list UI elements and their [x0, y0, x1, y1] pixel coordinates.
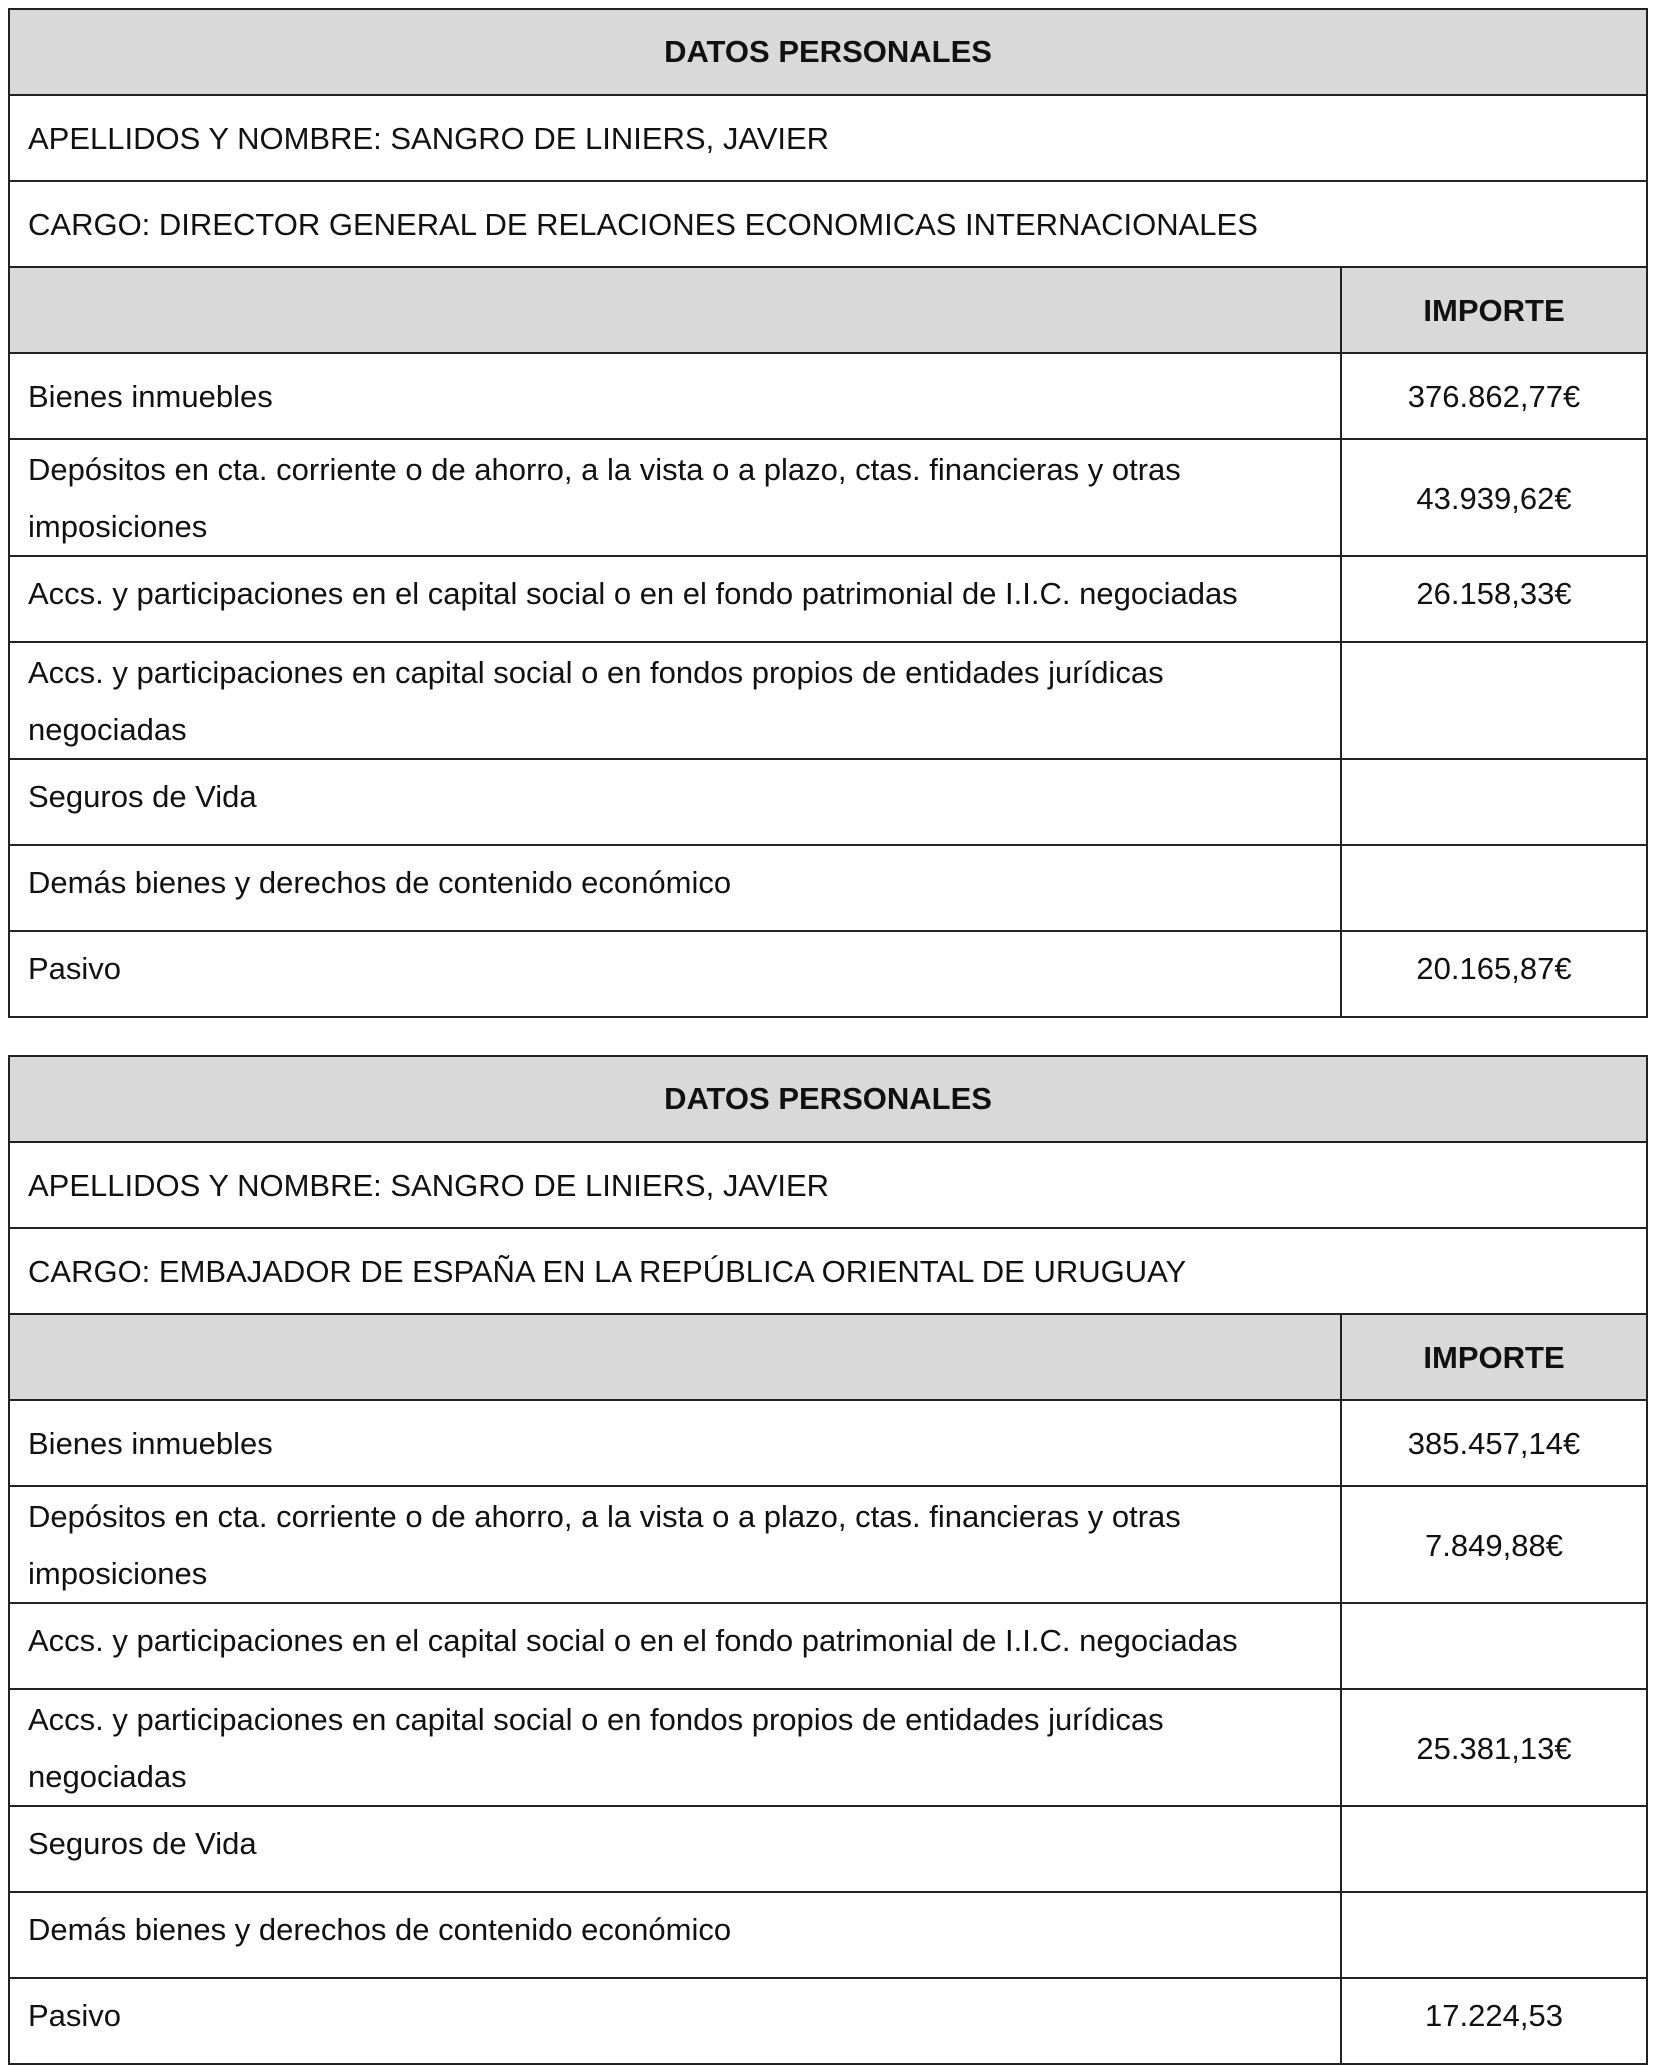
amount-cell — [1341, 642, 1647, 759]
table-row — [9, 1978, 1647, 2064]
concept-cell: Demás bienes y derechos de contenido económico — [9, 845, 1341, 931]
concept-cell: Seguros de Vida — [9, 1806, 1341, 1892]
amount-cell: 25.381,13€ — [1341, 1689, 1647, 1806]
amount-header-row — [9, 267, 1647, 353]
amount-cell: 43.939,62€ — [1341, 439, 1647, 556]
concept-cell: Accs. y participaciones en capital social o en fondos propios de entidades jurídicas negociadas — [9, 642, 1341, 759]
concept-cell: Seguros de Vida — [9, 759, 1341, 845]
concept-cell: Pasivo — [9, 931, 1341, 1017]
concept-cell: Demás bienes y derechos de contenido económico — [9, 1892, 1341, 1978]
table-row — [9, 1806, 1647, 1892]
table-row — [9, 1689, 1647, 1806]
table-row — [9, 759, 1647, 845]
table-row — [9, 642, 1647, 759]
position-title: CARGO: DIRECTOR GENERAL DE RELACIONES ECONOMICAS INTERNACIONALES — [9, 181, 1647, 267]
declaration-table-2 — [8, 1055, 1648, 2065]
amount-cell — [1341, 1892, 1647, 1978]
concept-cell: Depósitos en cta. corriente o de ahorro, a la vista o a plazo, ctas. financieras y otras imposiciones — [9, 1486, 1341, 1603]
table-row — [9, 931, 1647, 1017]
section-title: DATOS PERSONALES — [9, 9, 1647, 95]
table-row — [9, 1603, 1647, 1689]
full-name: APELLIDOS Y NOMBRE: SANGRO DE LINIERS, JAVIER — [9, 1142, 1647, 1228]
table-row — [9, 1486, 1647, 1603]
amount-cell — [1341, 845, 1647, 931]
amount-cell: 376.862,77€ — [1341, 353, 1647, 439]
concept-cell: Pasivo — [9, 1978, 1341, 2064]
amount-cell: 26.158,33€ — [1341, 556, 1647, 642]
amount-cell — [1341, 759, 1647, 845]
name-row — [9, 1142, 1647, 1228]
amount-cell: 7.849,88€ — [1341, 1486, 1647, 1603]
declaration-table-1 — [8, 8, 1648, 1018]
concept-cell: Accs. y participaciones en capital social o en fondos propios de entidades jurídicas negociadas — [9, 1689, 1341, 1806]
concept-header-blank — [9, 267, 1341, 353]
amount-cell: 17.224,53 — [1341, 1978, 1647, 2064]
full-name: APELLIDOS Y NOMBRE: SANGRO DE LINIERS, JAVIER — [9, 95, 1647, 181]
concept-cell: Depósitos en cta. corriente o de ahorro, a la vista o a plazo, ctas. financieras y otras imposiciones — [9, 439, 1341, 556]
table-row — [9, 845, 1647, 931]
concept-header-blank — [9, 1314, 1341, 1400]
amount-cell: 20.165,87€ — [1341, 931, 1647, 1017]
table-row — [9, 1400, 1647, 1486]
concept-cell: Bienes inmuebles — [9, 1400, 1341, 1486]
concept-cell: Accs. y participaciones en el capital social o en el fondo patrimonial de I.I.C. negociadas — [9, 1603, 1341, 1689]
table-header-row — [9, 9, 1647, 95]
concept-cell: Accs. y participaciones en el capital social o en el fondo patrimonial de I.I.C. negociadas — [9, 556, 1341, 642]
table-row — [9, 1892, 1647, 1978]
table-row — [9, 353, 1647, 439]
table-header-row — [9, 1056, 1647, 1142]
position-title: CARGO: EMBAJADOR DE ESPAÑA EN LA REPÚBLICA ORIENTAL DE URUGUAY — [9, 1228, 1647, 1314]
table-row — [9, 439, 1647, 556]
amount-column-header: IMPORTE — [1341, 1314, 1647, 1400]
concept-cell: Bienes inmuebles — [9, 353, 1341, 439]
table-row — [9, 556, 1647, 642]
amount-header-row — [9, 1314, 1647, 1400]
cargo-row — [9, 1228, 1647, 1314]
amount-cell — [1341, 1806, 1647, 1892]
amount-column-header: IMPORTE — [1341, 267, 1647, 353]
cargo-row — [9, 181, 1647, 267]
name-row — [9, 95, 1647, 181]
section-title: DATOS PERSONALES — [9, 1056, 1647, 1142]
amount-cell: 385.457,14€ — [1341, 1400, 1647, 1486]
amount-cell — [1341, 1603, 1647, 1689]
